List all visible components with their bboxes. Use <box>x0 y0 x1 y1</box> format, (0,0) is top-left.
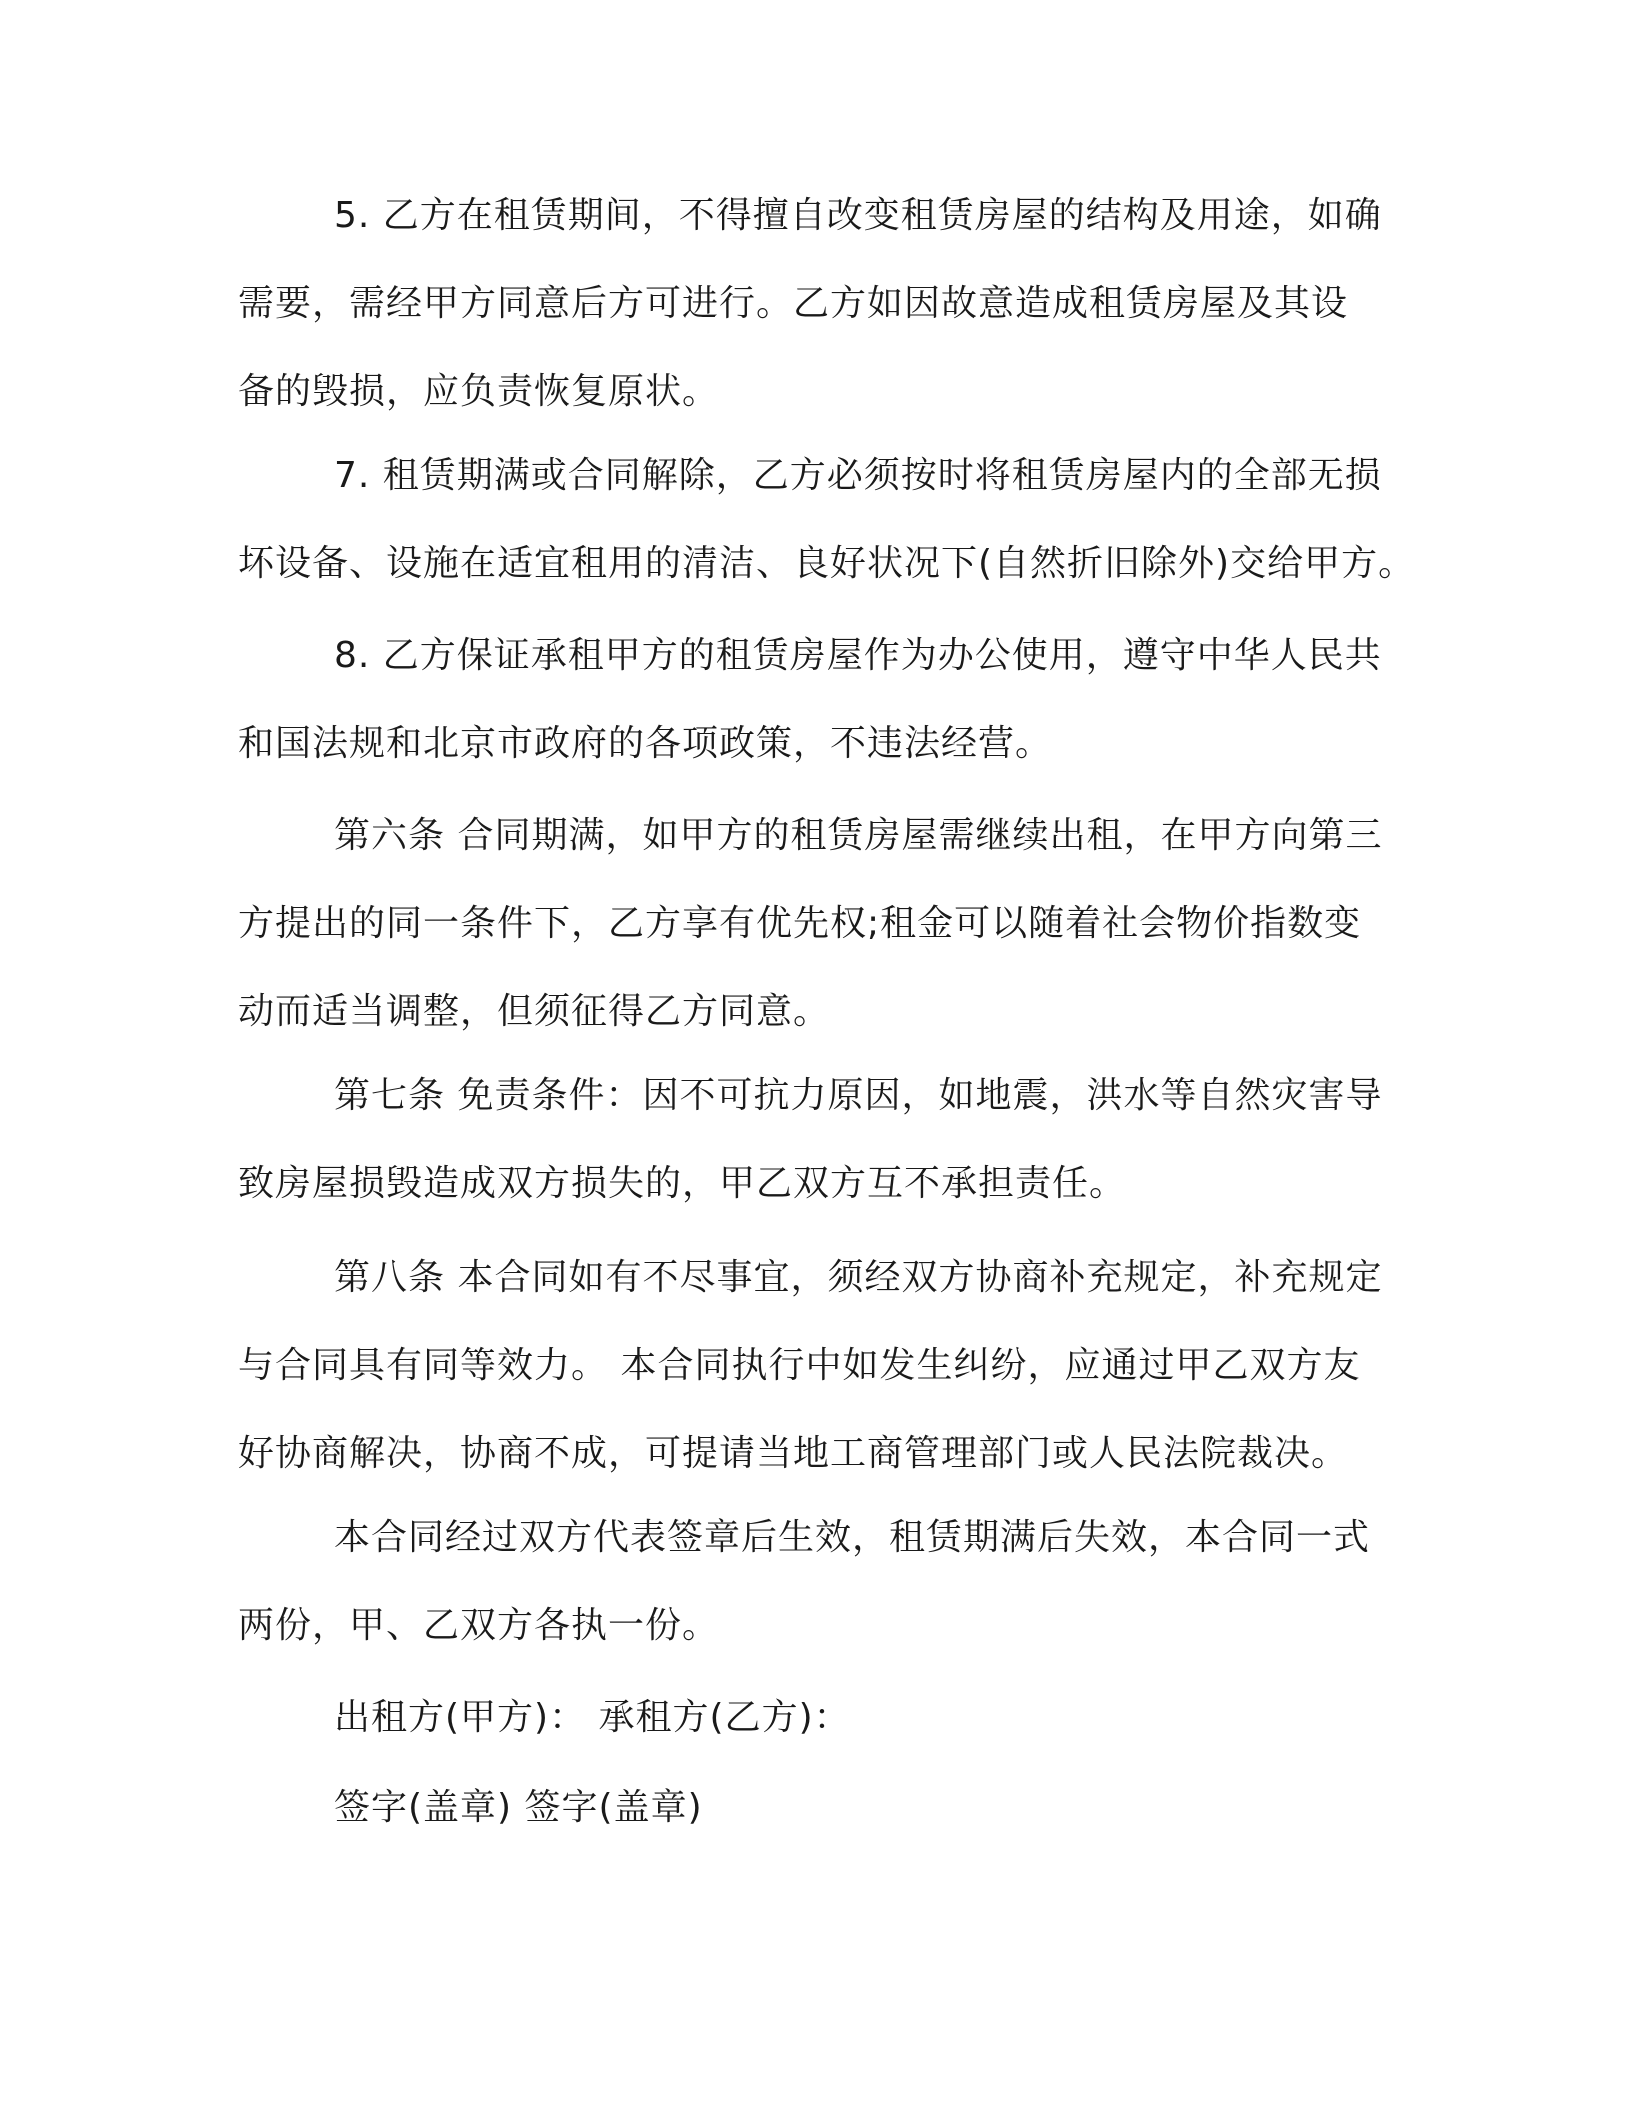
article-8-paragraph <box>238 1234 1418 1498</box>
text-line: 第七条 免责条件：因不可抗力原因，如地震，洪水等自然灾害导 <box>334 1075 1383 1116</box>
parties-line <box>238 1674 1418 1762</box>
effective-clause-paragraph <box>238 1494 1418 1670</box>
text-line: 好协商解决，协商不成，可提请当地工商管理部门或人民法院裁决。 <box>238 1433 1349 1474</box>
clause-5-paragraph <box>238 172 1418 436</box>
text-line: 出租方(甲方)： 承租方(乙方)： <box>334 1697 851 1738</box>
text-line: 第六条 合同期满，如甲方的租赁房屋需继续出租，在甲方向第三 <box>334 815 1383 856</box>
text-line: 签字(盖章) 签字(盖章) <box>334 1787 703 1828</box>
clause-8-paragraph <box>238 612 1418 788</box>
text-line: 本合同经过双方代表签章后生效，租赁期满后失效，本合同一式 <box>334 1517 1371 1558</box>
text-line: 第八条 本合同如有不尽事宜，须经双方协商补充规定，补充规定 <box>334 1257 1383 1298</box>
signature-line <box>238 1764 1418 1852</box>
text-line: 备的毁损，应负责恢复原状。 <box>238 371 720 412</box>
text-line: 致房屋损毁造成双方损失的，甲乙双方互不承担责任。 <box>238 1163 1127 1204</box>
text-line: 动而适当调整，但须征得乙方同意。 <box>238 991 831 1032</box>
text-line: 两份，甲、乙双方各执一份。 <box>238 1605 720 1646</box>
clause-7-paragraph <box>238 432 1418 608</box>
article-7-paragraph <box>238 1052 1418 1228</box>
text-line: 和国法规和北京市政府的各项政策，不违法经营。 <box>238 723 1053 764</box>
article-6-paragraph <box>238 792 1418 1056</box>
text-line: 需要，需经甲方同意后方可进行。乙方如因故意造成租赁房屋及其设 <box>238 283 1349 324</box>
text-line: 与合同具有同等效力。 本合同执行中如发生纠纷，应通过甲乙双方友 <box>238 1345 1361 1386</box>
text-line: 方提出的同一条件下，乙方享有优先权;租金可以随着社会物价指数变 <box>238 903 1362 944</box>
text-line: 5. 乙方在租赁期间，不得擅自改变租赁房屋的结构及用途，如确 <box>334 195 1382 236</box>
text-line: 7. 租赁期满或合同解除，乙方必须按时将租赁房屋内的全部无损 <box>334 455 1382 496</box>
text-line: 8. 乙方保证承租甲方的租赁房屋作为办公使用，遵守中华人民共 <box>334 635 1382 676</box>
text-line: 坏设备、设施在适宜租用的清洁、良好状况下(自然折旧除外)交给甲方。 <box>238 543 1416 584</box>
